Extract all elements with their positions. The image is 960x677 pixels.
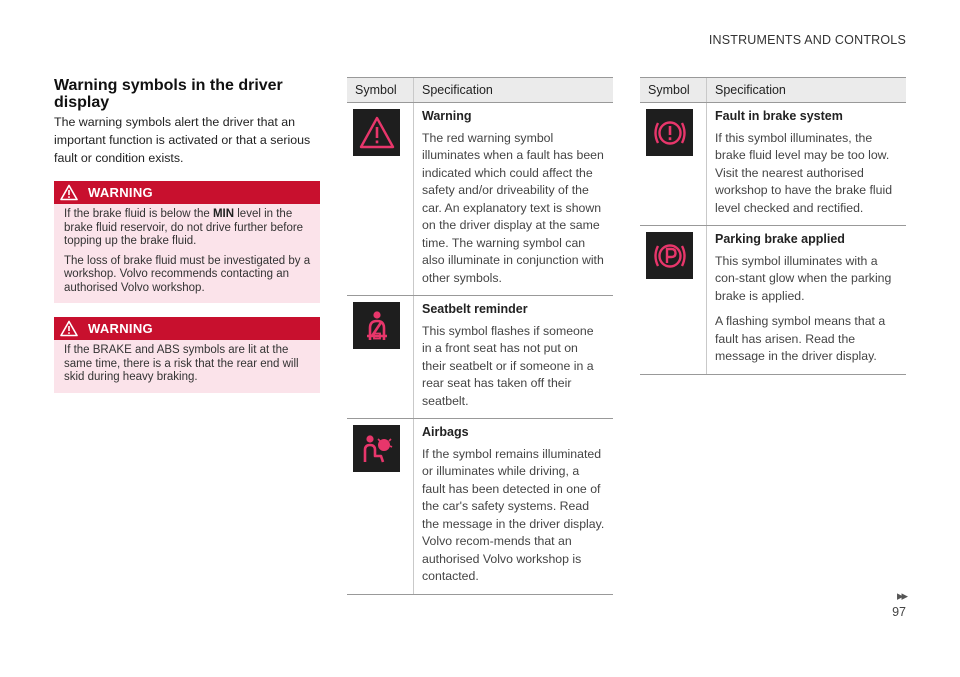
- table-row: [640, 226, 906, 375]
- column-header-symbol: Symbol: [347, 78, 414, 103]
- warning-header: [54, 317, 320, 340]
- continued-arrows: ▸▸: [896, 588, 906, 603]
- warning-title: WARNING: [88, 185, 153, 200]
- column-header-symbol: Symbol: [640, 78, 707, 103]
- spec-text: This symbol flashes if someone in a front seat has not put on their seatbelt or if someone in a rear seat has taken off their seatbelt.: [422, 323, 594, 408]
- parking-brake-icon: [650, 236, 690, 276]
- table-row: [347, 296, 613, 419]
- warning-paragraph: If the BRAKE and ABS symbols are lit at the same time, there is a risk that the rear end will skid during heavy braking.: [64, 344, 299, 383]
- warning-body: [54, 204, 320, 303]
- table-header-row: [347, 78, 613, 103]
- warning-paragraph: The loss of brake fluid must be investigated by a workshop. Volvo recommends contacting an authorised Volvo workshop.: [64, 254, 311, 294]
- spec-text: The red warning symbol illuminates when a fault has been indicated which could affect the safety and/or driveability of the car. An explanatory text is shown on the driver display at the same time. The warning symbol can also illuminate in conjunction with other symbols.: [422, 130, 604, 285]
- column-header-specification: Specification: [707, 78, 907, 103]
- warning-triangle-icon: [60, 320, 78, 337]
- warning-title: WARNING: [88, 321, 153, 336]
- symbol-tile: [646, 232, 693, 279]
- min-level-label: MIN: [212, 208, 235, 220]
- warning-box-brake-abs: [54, 317, 320, 393]
- spec-text: If the symbol remains illuminated or illuminates while driving, a fault has been detected in one of the car's safety systems. Read the message in the driver display. Volvo recom-mends that an authorised Volvo workshop is contacted.: [422, 446, 605, 583]
- spec-title: Seatbelt reminder: [422, 302, 528, 316]
- intro-text: The warning symbols alert the driver that an important function is activated or that a serious fault or condition exists.: [54, 115, 311, 165]
- warning-paragraph: If the brake fluid is below the MIN level in the brake fluid reservoir, do not drive further before topping up the brake fluid.: [64, 208, 304, 247]
- symbol-tile: [353, 302, 400, 349]
- table-row: [640, 103, 906, 226]
- table-header-row: [640, 78, 906, 103]
- brake-fault-icon: [650, 113, 690, 153]
- spec-text: This symbol illuminates with a con-stant glow when the parking brake is applied.: [715, 253, 892, 303]
- warning-body: [54, 340, 320, 393]
- warning-triangle-icon: [60, 184, 78, 201]
- spec-title: Airbags: [422, 425, 469, 439]
- symbol-tile: [646, 109, 693, 156]
- symbol-table-1: [347, 77, 613, 595]
- symbol-tile: [353, 109, 400, 156]
- column-header-specification: Specification: [414, 78, 614, 103]
- table-row: [347, 103, 613, 296]
- warning-header: [54, 181, 320, 204]
- spec-title: Parking brake applied: [715, 232, 845, 246]
- airbag-icon: [357, 429, 397, 469]
- intro-column: [54, 77, 320, 407]
- chapter-header: INSTRUMENTS AND CONTROLS: [708, 33, 906, 47]
- warning-triangle-icon: [357, 113, 397, 153]
- seatbelt-icon: [357, 306, 397, 346]
- spec-title: Warning: [422, 109, 472, 123]
- spec-text: If this symbol illuminates, the brake fluid level may be too low. Visit the nearest authorised workshop to have the brake fluid level checked and rectified.: [715, 130, 893, 215]
- table-row: [347, 419, 613, 595]
- symbol-table-2: [640, 77, 906, 375]
- spec-text: A flashing symbol means that a fault has arisen. Read the message in the driver display.: [715, 314, 886, 363]
- page-number: 97: [892, 605, 906, 619]
- spec-title: Fault in brake system: [715, 109, 843, 123]
- warning-box-brake-fluid: [54, 181, 320, 303]
- symbol-tile: [353, 425, 400, 472]
- section-title: Warning symbols in the driver display: [54, 77, 283, 111]
